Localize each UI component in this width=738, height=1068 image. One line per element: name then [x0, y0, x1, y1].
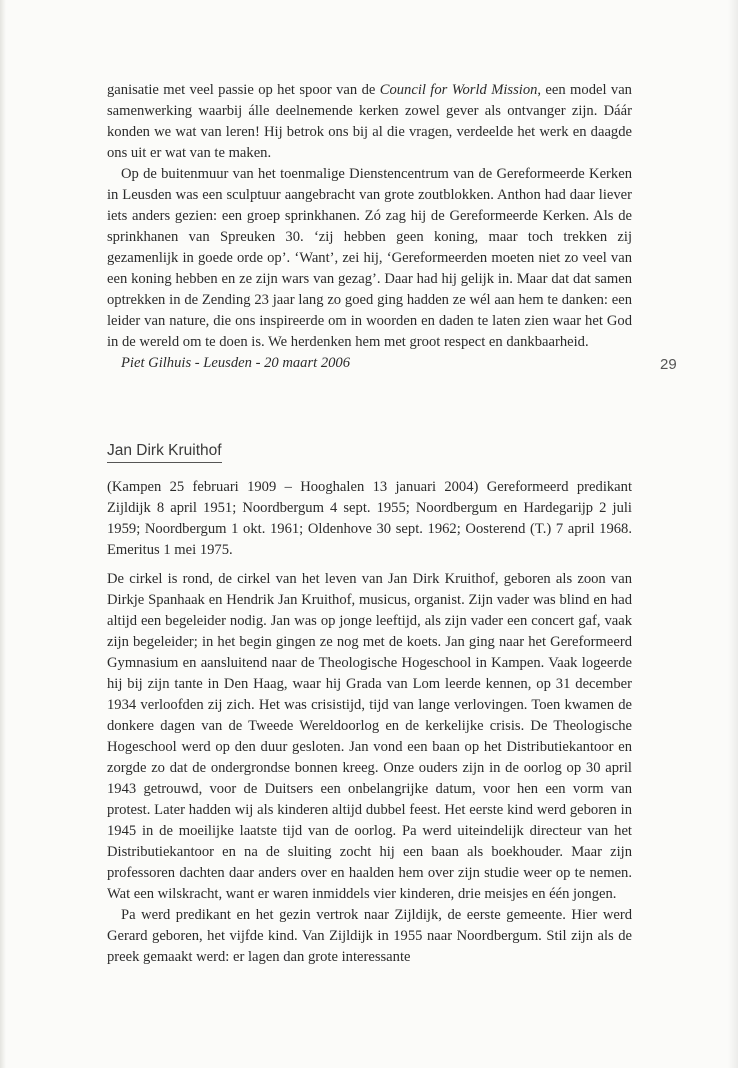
bio-text: (Kampen 25 februari 1909 – Hooghalen 13 januari 2004) Gereformeerd predikant Zijldijk 8 april 1951; Noordbergum 4 sept. 1955; Noordbergum en Hardegarijp 2 juli 1959; Noordbergum 1 okt. 1961; Oldenhove 30 sept. 1962; Oosterend (T.) 7 april 1968. Emeritus 1 mei 1975. [107, 479, 632, 558]
intro-paragraph-1: ganisatie met veel passie op het spoor van de Council for World Mission, een model van samenwerking waarbij álle deelnemende kerken zowel gever als ontvanger zijn. Dáár konden we wat van leren! Hij betrok ons bij al die vragen, verdeelde het werk en daagde ons uit er wat van te maken. [107, 82, 632, 161]
page-number: 29 [660, 356, 677, 373]
bio-block [107, 477, 632, 561]
intro-paragraph-2: Op de buitenmuur van het toenmalige Dienstencentrum van de Gereformeerde Kerken in Leusden was een sculptuur aangebracht van grote zoutblokken. Anthon had daar liever iets anders gezien: een groep sprinkhanen. Zó zag hij de Gereformeerde Kerken. Als de sprinkhanen van Spreuken 30. ‘zij hebben geen koning, maar toch trekken zij gezamenlijk in goede orde op’. ‘Want’, zei hij, ‘Gereformeerden moeten niet zo veel van een koning hebben en ze zijn wars van gezag’. Daar had hij gelijk in. Maar dat dat samen optrekken in de Zending 23 jaar lang zo goed ging hadden ze wél aan hem te danken: een leider van nature, die ons inspireerde om in woorden en daden te laten zien waar het God in de wereld om te doen is. We herdenken hem met groot respect en dankbaarheid. [107, 166, 632, 350]
section-heading: Jan Dirk Kruithof [107, 441, 222, 463]
emphasis-council: Council for World Mission [379, 82, 538, 98]
signature: Piet Gilhuis - Leusden - 20 maart 2006 [121, 355, 351, 371]
body-text [107, 569, 632, 968]
body-paragraph-1: De cirkel is rond, de cirkel van het leven van Jan Dirk Kruithof, geboren als zoon van Dirkje Spanhaak en Hendrik Jan Kruithof, musicus, organist. Zijn vader was blind en had altijd een begeleider nodig. Jan was op jonge leeftijd, als zijn vader een concert gaf, vaak zijn begeleider; in het begin gingen ze nog met de koets. Jan ging naar het Gereformeerd Gymnasium en aansluitend naar de Theologische Hogeschool in Kampen. Vaak logeerde hij bij zijn tante in Den Haag, waar hij Grada van Lom leerde kennen, op 31 december 1934 verloofden zij zich. Het was crisistijd, tijd van lange verlovingen. Toen kwamen de donkere dagen van de Tweede Wereldoorlog en de kerkelijke crisis. De Theologische Hogeschool werd op den duur gesloten. Jan vond een baan op het Distributiekantoor en zorgde zo dat de ondergrondse bonnen kreeg. Onze ouders zijn in de oorlog op 30 april 1943 getrouwd, voor de Duitsers een onbelangrijke datum, voor hen een vorm van protest. Later hadden wij als kinderen altijd dubbel feest. Het eerste kind werd geboren in 1945 in de moeilijke laatste tijd van de oorlog. Pa werd uiteindelijk directeur van het Distributiekantoor en na de sluiting zocht hij een baan als boekhouder. Maar zijn professoren dachten daar anders over en haalden hem over zijn studie weer op te nemen. Wat een wilskracht, want er waren inmiddels vier kinderen, drie meisjes en één jongen. [107, 571, 632, 902]
page-binding-shadow [0, 0, 6, 1068]
intro-text [107, 80, 632, 374]
body-paragraph-2: Pa werd predikant en het gezin vertrok naar Zijldijk, de eerste gemeente. Hier werd Gerard geboren, het vijfde kind. Van Zijldijk in 1955 naar Noordbergum. Stil zijn als de preek gemaakt werd: er lagen dan grote interessante [107, 907, 632, 965]
page-edge-shadow [728, 0, 738, 1068]
